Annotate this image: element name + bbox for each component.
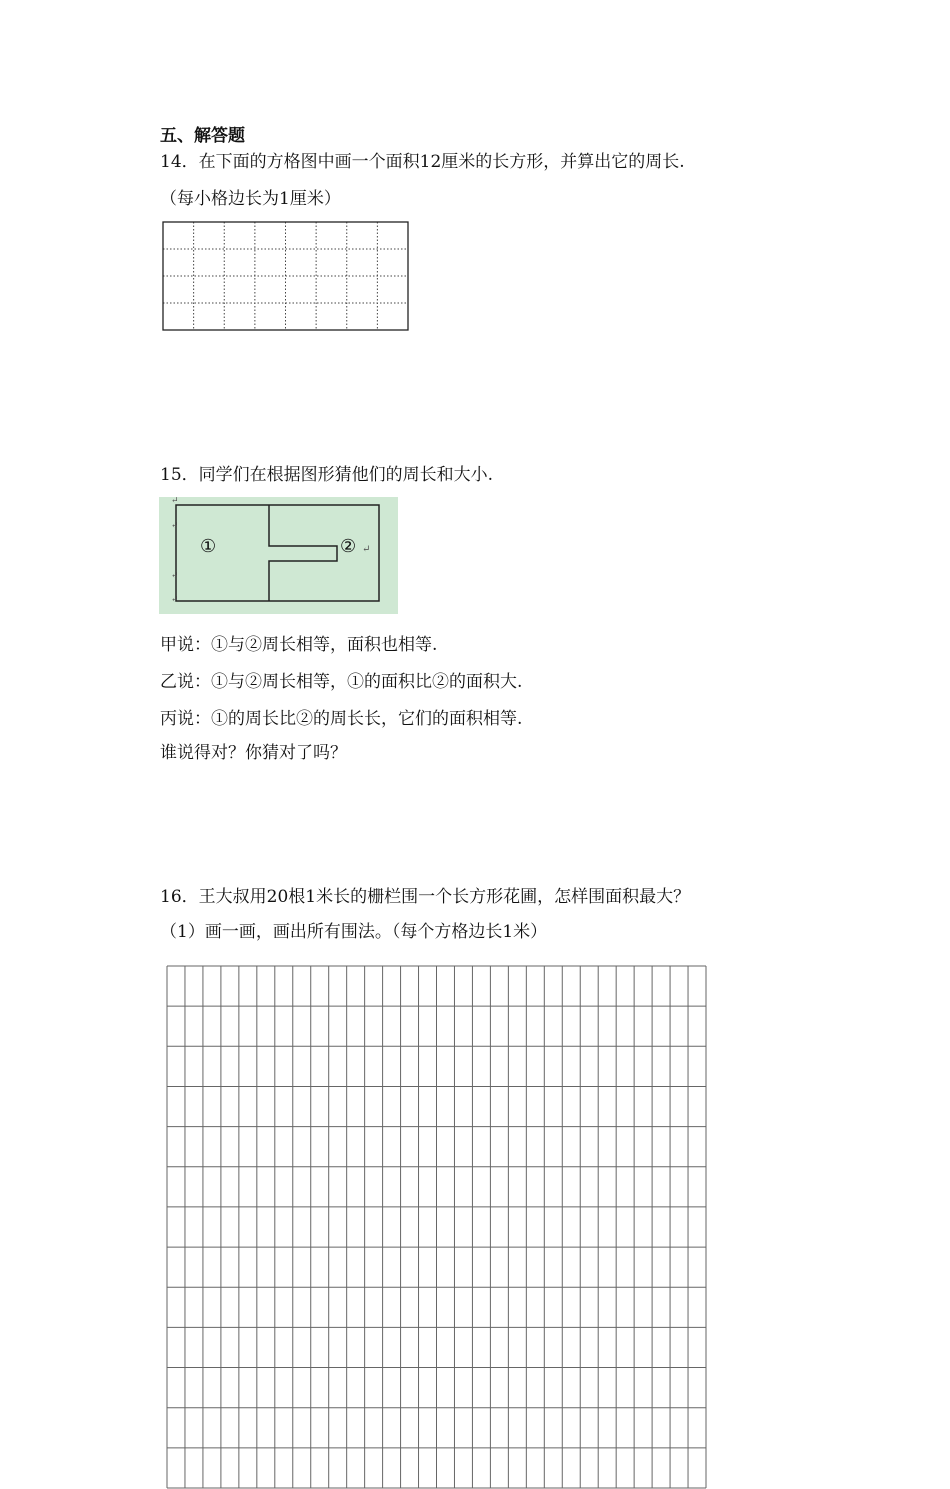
question-14-grid: [162, 221, 409, 331]
question-16-grid: [166, 965, 707, 1489]
svg-text:↵: ↵: [171, 595, 179, 605]
statement-jia: 甲说：①与②周长相等，面积也相等.: [160, 635, 438, 655]
svg-text:↵: ↵: [362, 544, 371, 555]
figure-label-2: ②: [340, 536, 357, 557]
svg-text:↵: ↵: [171, 521, 179, 531]
svg-text:↵: ↵: [171, 571, 179, 581]
statement-bing: 丙说：①的周长比②的周长长，它们的面积相等.: [160, 709, 523, 729]
question-16-text: 16．王大叔用20根1米长的栅栏围一个长方形花圃，怎样围面积最大？: [160, 887, 691, 907]
question-16-part1: （1）画一画，画出所有围法。（每个方格边长1米）: [160, 922, 548, 942]
svg-text:↵: ↵: [171, 497, 179, 506]
section-title: 五、解答题: [160, 126, 245, 146]
question-14-text: 14．在下面的方格图中画一个面积12厘米的长方形，并算出它的周长.: [160, 152, 685, 172]
statement-yi: 乙说：①与②周长相等，①的面积比②的面积大.: [160, 672, 523, 692]
question-15-ask: 谁说得对？你猜对了吗？: [160, 743, 347, 763]
figure-label-1: ①: [200, 536, 217, 557]
question-14-note: （每小格边长为1厘米）: [160, 189, 341, 209]
question-15-figure: [159, 497, 398, 614]
question-15-text: 15．同学们在根据图形猜他们的周长和大小.: [160, 465, 494, 485]
